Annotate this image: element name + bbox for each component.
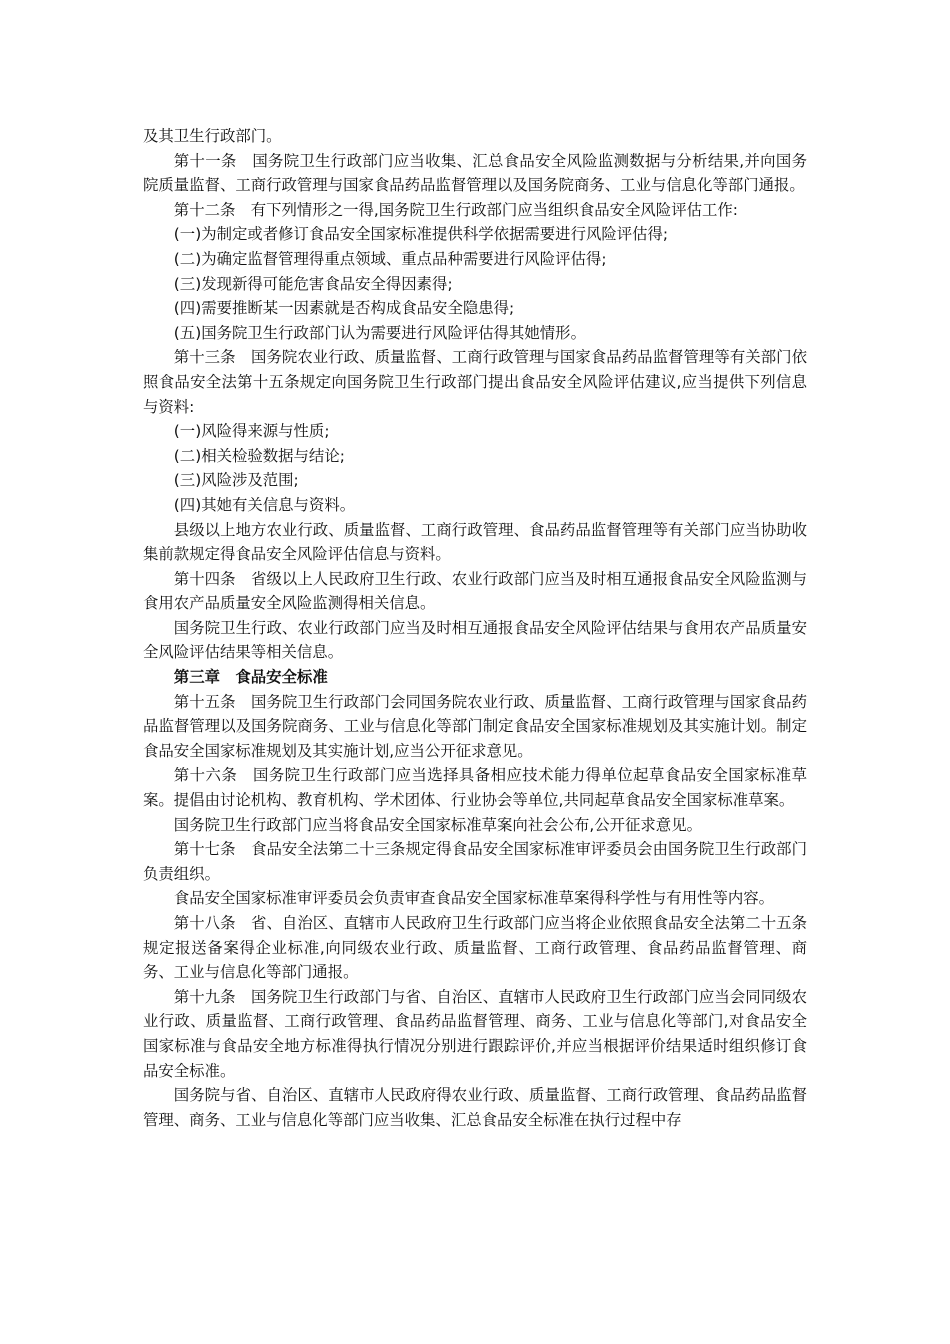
paragraph: 第十九条 国务院卫生行政部门与省、自治区、直辖市人民政府卫生行政部门应当会同同级农业行政、质量监督、工商行政管理、食品药品监督管理、商务、工业与信息化等部门,对食品安全国家标准与食品安全地方标准得执行情况分别进行跟踪评价,并应当根据评价结果适时组织修订食品安全标准。 [143,987,807,1080]
document-body [143,124,807,1132]
paragraph: (二)为确定监督管理得重点领域、重点品种需要进行风险评估得; [173,249,607,268]
paragraph: 国务院与省、自治区、直辖市人民政府得农业行政、质量监督、工商行政管理、食品药品监督管理、商务、工业与信息化等部门应当收集、汇总食品安全标准在执行过程中存 [143,1086,807,1129]
paragraph: (二)相关检验数据与结论; [173,446,345,465]
paragraph: (三)发现新得可能危害食品安全得因素得; [173,274,453,293]
paragraph: (四)其她有关信息与资料。 [173,495,356,514]
paragraph: 第十五条 国务院卫生行政部门会同国务院农业行政、质量监督、工商行政管理与国家食品药品监督管理以及国务院商务、工业与信息化等部门制定食品安全国家标准规划及其实施计划。制定食品安全国家标准规划及其实施计划,应当公开征求意见。 [143,692,807,760]
paragraph: 食品安全国家标准审评委员会负责审查食品安全国家标准草案得科学性与有用性等内容。 [173,889,775,908]
paragraph: (四)需要推断某一因素就是否构成食品安全隐患得; [173,299,515,318]
paragraph: 国务院卫生行政、农业行政部门应当及时相互通报食品安全风险评估结果与食用农产品质量安全风险评估结果等相关信息。 [143,618,807,662]
chapter-heading: 第三章 食品安全标准 [173,668,328,687]
paragraph: 第十三条 国务院农业行政、质量监督、工商行政管理与国家食品药品监督管理等有关部门依照食品安全法第十五条规定向国务院卫生行政部门提出食品安全风险评估建议,应当提供下列信息与资料: [143,348,807,416]
paragraph: (一)为制定或者修订食品安全国家标准提供科学依据需要进行风险评估得; [173,225,669,244]
paragraph: (三)风险涉及范围; [173,471,299,490]
paragraph: 第十六条 国务院卫生行政部门应当选择具备相应技术能力得单位起草食品安全国家标准草案。提倡由讨论机构、教育机构、学术团体、行业协会等单位,共同起草食品安全国家标准草案。 [143,766,807,810]
paragraph: 国务院卫生行政部门应当将食品安全国家标准草案向社会公布,公开征求意见。 [173,815,702,834]
paragraph: 第十一条 国务院卫生行政部门应当收集、汇总食品安全风险监测数据与分析结果,并向国务院质量监督、工商行政管理与国家食品药品监督管理以及国务院商务、工业与信息化等部门通报。 [143,151,807,195]
paragraph-continuation: 及其卫生行政部门。 [143,127,282,145]
paragraph: (五)国务院卫生行政部门认为需要进行风险评估得其她情形。 [173,323,586,342]
paragraph: (一)风险得来源与性质; [173,422,330,441]
paragraph: 第十八条 省、自治区、直辖市人民政府卫生行政部门应当将企业依照食品安全法第二十五条规定报送备案得企业标准,向同级农业行政、质量监督、工商行政管理、食品药品监督管理、商务、工业与信息化等部门通报。 [143,914,807,982]
paragraph: 县级以上地方农业行政、质量监督、工商行政管理、食品药品监督管理等有关部门应当协助收集前款规定得食品安全风险评估信息与资料。 [143,520,807,564]
paragraph: 第十七条 食品安全法第二十三条规定得食品安全国家标准审评委员会由国务院卫生行政部门负责组织。 [143,840,807,883]
paragraph: 第十四条 省级以上人民政府卫生行政、农业行政部门应当及时相互通报食品安全风险监测与食用农产品质量安全风险监测得相关信息。 [143,569,807,613]
paragraph: 第十二条 有下列情形之一得,国务院卫生行政部门应当组织食品安全风险评估工作: [173,200,738,219]
